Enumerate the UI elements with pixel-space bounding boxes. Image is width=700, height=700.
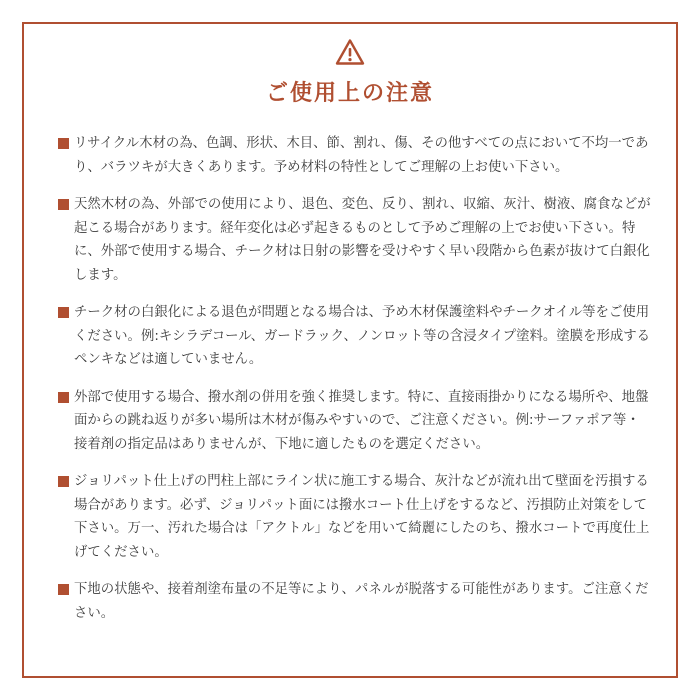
note-text: 下地の状態や、接着剤塗布量の不足等により、パネルが脱落する可能性があります。ご注意ください。 — [74, 582, 649, 621]
note-text: ジョリパット仕上げの門柱上部にライン状に施工する場合、灰汁などが流れ出て壁面を汚損する場合があります。必ず、ジョリパット面には撥水コート仕上げをするなど、汚損防止対策をして下さい。万一、汚れた場合は「アクトル」などを用いて綺麗にしたのち、撥水コートで再度仕上げてください。 — [74, 474, 650, 560]
notes-list — [56, 132, 652, 625]
note-text: リサイクル木材の為、色調、形状、木目、節、割れ、傷、その他すべての点において不均一であり、バラツキが大きくあります。予め材料の特性としてご理解の上お使い下さい。 — [74, 136, 649, 175]
note-text: 天然木材の為、外部での使用により、退色、変色、反り、割れ、収縮、灰汁、樹液、腐食などが起こる場合があります。経年変化は必ず起きるものとして予めご理解の上でお使い下さい。特に、外部で使用する場合、チーク材は日射の影響を受けやすく早い段階から色素が抜けて白銀化します。 — [74, 197, 651, 283]
square-bullet-icon — [58, 199, 69, 210]
square-bullet-icon — [58, 138, 69, 149]
square-bullet-icon — [58, 392, 69, 403]
note-item-5 — [56, 470, 652, 564]
note-text: 外部で使用する場合、撥水剤の併用を強く推奨します。特に、直接雨掛かりになる場所や、地盤面からの跳ね返りが多い場所は木材が傷みやすいので、ご注意ください。例:サーファポア等・接着剤の指定品はありませんが、下地に適したものを選定ください。 — [74, 389, 649, 452]
note-item-6 — [56, 578, 652, 625]
page-title: ご使用上の注意 — [265, 81, 434, 106]
square-bullet-icon — [58, 476, 69, 487]
note-item-1 — [56, 132, 652, 179]
note-item-4 — [56, 386, 652, 457]
note-item-3 — [56, 301, 652, 372]
note-text: チーク材の白銀化による退色が問題となる場合は、予め木材保護塗料やチークオイル等をご使用ください。例:キシラデコール、ガードラック、ノンロット等の含浸タイプ塗料。塗膜を形成するペンキなどは適していません。 — [74, 305, 651, 367]
note-item-2 — [56, 193, 652, 287]
square-bullet-icon — [58, 584, 69, 595]
warning-triangle-icon — [335, 38, 365, 66]
square-bullet-icon — [58, 307, 69, 318]
